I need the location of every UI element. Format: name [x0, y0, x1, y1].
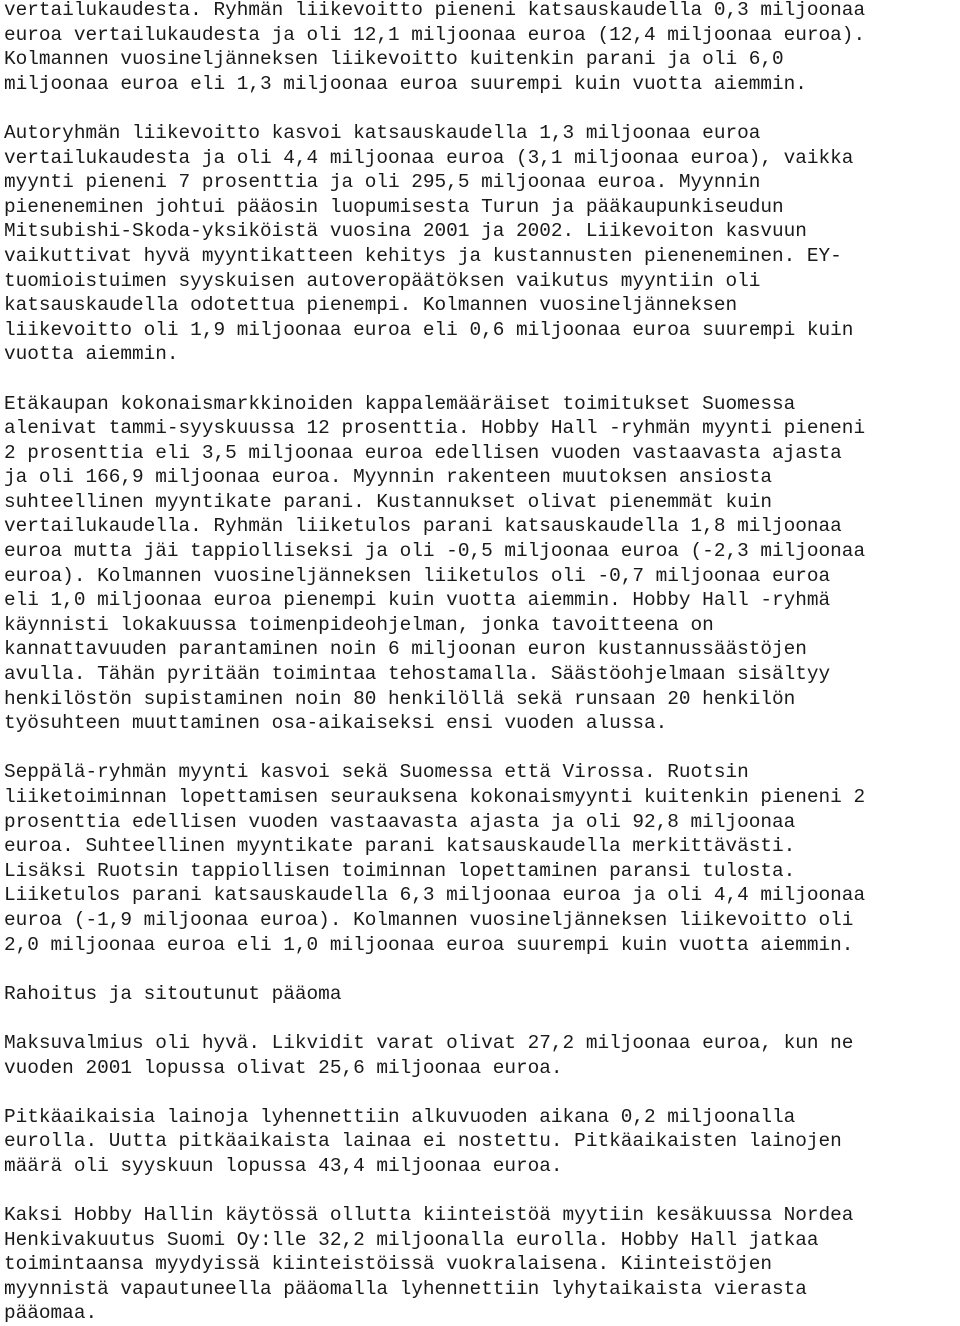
- text-line: henkilöstön supistaminen noin 80 henkilöllä sekä runsaan 20 henkilön: [4, 687, 796, 710]
- text-line: tuomioistuimen syyskuisen autoveropäätöksen vaikutus myyntiin oli: [4, 269, 761, 292]
- text-line: Autoryhmän liikevoitto kasvoi katsauskaudella 1,3 miljoonaa euroa: [4, 121, 761, 144]
- text-line: vertailukaudesta ja oli 4,4 miljoonaa euroa (3,1 miljoonaa euroa), vaikka: [4, 146, 854, 169]
- paragraph-seppala: [4, 760, 960, 957]
- text-line: prosenttia edellisen vuoden vastaavasta ajasta ja oli 92,8 miljoonaa: [4, 810, 796, 833]
- text-line: pieneneminen johtui pääosin luopumisesta Turun ja pääkaupunkiseudun: [4, 195, 784, 218]
- text-line: 2,0 miljoonaa euroa eli 1,0 miljoonaa euroa suurempi kuin vuotta aiemmin.: [4, 933, 854, 956]
- paragraph-real-estate: [4, 1203, 960, 1326]
- text-line: vertailukaudella. Ryhmän liiketulos parani katsauskaudella 1,8 miljoonaa: [4, 515, 842, 538]
- text-line: katsauskaudella odotettua pienempi. Kolmannen vuosineljänneksen: [4, 294, 738, 317]
- text-line: toimintaansa myydyissä kiinteistöissä vuokralaisena. Kiinteistöjen: [4, 1253, 772, 1276]
- text-line: Mitsubishi-Skoda-yksiköistä vuosina 2001 ja 2002. Liikevoiton kasvuun: [4, 220, 807, 243]
- text-line: euroa mutta jäi tappiolliseksi ja oli -0,5 miljoonaa euroa (-2,3 miljoonaa: [4, 540, 866, 563]
- paragraph-spacer: [4, 736, 960, 761]
- paragraph-spacer: [4, 367, 960, 392]
- text-line: avulla. Tähän pyritään toimintaa tehostamalla. Säästöohjelmaan sisältyy: [4, 663, 831, 686]
- text-line: pääomaa.: [4, 1302, 98, 1325]
- text-line: Maksuvalmius oli hyvä. Likvidit varat olivat 27,2 miljoonaa euroa, kun ne: [4, 1031, 854, 1054]
- text-line: liikevoitto oli 1,9 miljoonaa euroa eli 0,6 miljoonaa euroa suurempi kuin: [4, 318, 854, 341]
- paragraph-spacer: [4, 1080, 960, 1105]
- text-line: eli 1,0 miljoonaa euroa pienempi kuin vuotta aiemmin. Hobby Hall -ryhmä: [4, 589, 831, 612]
- text-line: Henkivakuutus Suomi Oy:lle 32,2 miljoonalla eurolla. Hobby Hall jatkaa: [4, 1228, 819, 1251]
- text-line: vaikuttivat hyvä myyntikatteen kehitys ja kustannusten pieneneminen. EY-: [4, 244, 842, 267]
- text-line: työsuhteen muuttaminen osa-aikaiseksi ensi vuoden alussa.: [4, 712, 668, 735]
- text-line: käynnisti lokakuussa toimenpideohjelman, jonka tavoitteena on: [4, 613, 714, 636]
- paragraph-spacer: [4, 1179, 960, 1204]
- text-line: euroa (-1,9 miljoonaa euroa). Kolmannen vuosineljänneksen liikevoitto oli: [4, 908, 854, 931]
- paragraph-hobby-hall: [4, 392, 960, 736]
- paragraph-liquidity: [4, 1031, 960, 1080]
- text-line: Pitkäaikaisia lainoja lyhennettiin alkuvuoden aikana 0,2 miljoonalla: [4, 1105, 796, 1128]
- text-line: euroa vertailukaudesta ja oli 12,1 miljoonaa euroa (12,4 miljoonaa euroa).: [4, 23, 866, 46]
- text-line: Kolmannen vuosineljänneksen liikevoitto kuitenkin parani ja oli 6,0: [4, 48, 784, 71]
- text-line: suhteellinen myyntikate parani. Kustannukset olivat pienemmät kuin: [4, 490, 772, 513]
- text-line: ja oli 166,9 miljoonaa euroa. Myynnin rakenteen muutoksen ansiosta: [4, 466, 772, 489]
- text-line: liiketoiminnan lopettamisen seurauksena kokonaismyynti kuitenkin pieneni 2: [4, 786, 866, 808]
- paragraph-spacer: [4, 96, 960, 121]
- text-line: alenivat tammi-syyskuussa 12 prosenttia. Hobby Hall -ryhmän myynti pieneni: [4, 417, 866, 440]
- text-line: miljoonaa euroa eli 1,3 miljoonaa euroa suurempi kuin vuotta aiemmin.: [4, 72, 807, 95]
- text-line: Seppälä-ryhmän myynti kasvoi sekä Suomessa että Virossa. Ruotsin: [4, 761, 749, 784]
- text-line: myynnistä vapautuneella pääomalla lyhennettiin lyhytaikaista vierasta: [4, 1277, 807, 1300]
- text-line: määrä oli syyskuun lopussa 43,4 miljoonaa euroa.: [4, 1154, 563, 1177]
- paragraph-spacer: [4, 957, 960, 982]
- paragraph-loans: [4, 1105, 960, 1179]
- text-line: myynti pieneni 7 prosenttia ja oli 295,5 miljoonaa euroa. Myynnin: [4, 171, 761, 194]
- text-line: euroa. Suhteellinen myyntikate parani katsauskaudella merkittävästi.: [4, 835, 796, 858]
- paragraph-spacer: [4, 1006, 960, 1031]
- section-heading-text: Rahoitus ja sitoutunut pääoma: [4, 982, 342, 1005]
- text-line: Lisäksi Ruotsin tappiollisen toiminnan lopettaminen paransi tulosta.: [4, 859, 796, 882]
- text-line: Kaksi Hobby Hallin käytössä ollutta kiinteistöä myytiin kesäkuussa Nordea: [4, 1204, 854, 1227]
- text-line: euroa). Kolmannen vuosineljänneksen liiketulos oli -0,7 miljoonaa euroa: [4, 564, 831, 587]
- document-page: [4, 0, 960, 1326]
- section-heading: [4, 982, 960, 1007]
- text-line: vuotta aiemmin.: [4, 343, 179, 366]
- paragraph-auto-group: [4, 121, 960, 367]
- paragraph-profit-group: [4, 0, 960, 96]
- text-line: kannattavuuden parantaminen noin 6 miljoonan euron kustannussäästöjen: [4, 638, 807, 661]
- text-line: eurolla. Uutta pitkäaikaista lainaa ei nostettu. Pitkäaikaisten lainojen: [4, 1130, 842, 1153]
- text-line: vuoden 2001 lopussa olivat 25,6 miljoonaa euroa.: [4, 1056, 563, 1079]
- text-line: Liiketulos parani katsauskaudella 6,3 miljoonaa euroa ja oli 4,4 miljoonaa: [4, 884, 866, 907]
- text-line: vertailukaudesta. Ryhmän liikevoitto pieneni katsauskaudella 0,3 miljoonaa: [4, 0, 866, 21]
- text-line: Etäkaupan kokonaismarkkinoiden kappalemääräiset toimitukset Suomessa: [4, 392, 796, 415]
- text-line: 2 prosenttia eli 3,5 miljoonaa euroa edellisen vuoden vastaavasta ajasta: [4, 441, 842, 464]
